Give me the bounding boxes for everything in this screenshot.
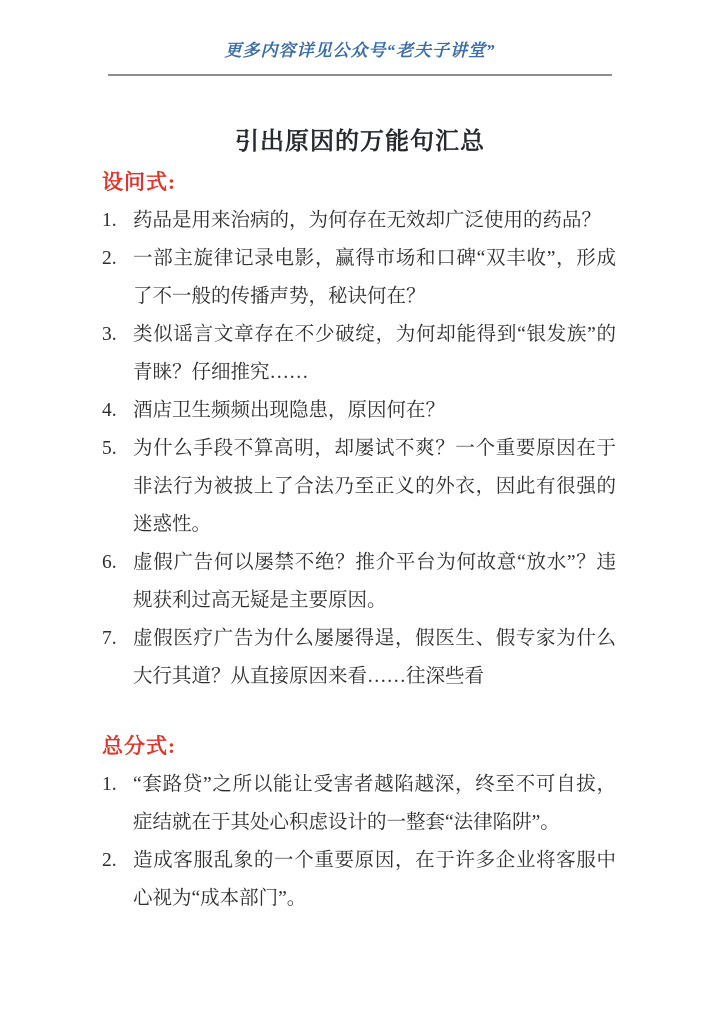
list-item-text: 为什么手段不算高明，却屡试不爽？一个重要原因在于非法行为被披上了合法乃至正义的外衣，因此有很强的迷惑性。 (133, 438, 616, 535)
list-item-text: 类似谣言文章存在不少破绽，为何却能得到“银发族”的青睐？仔细推究…… (133, 324, 616, 383)
list-item-text: 药品是用来治病的，为何存在无效却广泛使用的药品？ (133, 210, 602, 231)
list-item-text: 一部主旋律记录电影，赢得市场和口碑“双丰收”，形成了不一般的传播声势，秘诀何在？ (133, 248, 616, 307)
list-item (102, 202, 616, 240)
section-question-style (102, 168, 616, 696)
header-text: 更多内容详见公众号“老夫子讲堂” (224, 41, 496, 60)
general-specific-style-list (102, 766, 616, 918)
list-item (102, 240, 616, 316)
list-item (102, 316, 616, 392)
header-divider (108, 74, 612, 76)
list-item-text: 造成客服乱象的一个重要原因，在于许多企业将客服中心视为“成本部门”。 (133, 850, 616, 909)
list-item-number: 2. (102, 850, 117, 871)
list-item-text: “套路贷”之所以能让受害者越陷越深，终至不可自拔，症结就在于其处心积虑设计的一整套“法律陷阱”。 (133, 774, 616, 833)
list-item-number: 1. (102, 774, 117, 795)
page-header (0, 40, 720, 63)
section-general-specific-style (102, 732, 616, 918)
section-heading-question-style: 设问式: (102, 170, 176, 194)
list-item-text: 虚假医疗广告为什么屡屡得逞，假医生、假专家为什么大行其道？从直接原因来看……往深些看 (133, 628, 616, 687)
list-item (102, 544, 616, 620)
list-item-number: 7. (102, 628, 117, 649)
section-heading-general-specific-style: 总分式: (102, 734, 176, 758)
list-item-number: 1. (102, 210, 117, 231)
list-item-number: 5. (102, 438, 117, 459)
page-title: 引出原因的万能句汇总 (235, 129, 485, 155)
list-item (102, 620, 616, 696)
question-style-list (102, 202, 616, 696)
list-item-number: 4. (102, 400, 117, 421)
list-item-number: 6. (102, 552, 117, 573)
list-item-text: 酒店卫生频频出现隐患，原因何在？ (133, 400, 446, 421)
list-item (102, 430, 616, 544)
list-item (102, 842, 616, 918)
list-item-number: 3. (102, 324, 117, 345)
list-item (102, 392, 616, 430)
list-item (102, 766, 616, 842)
list-item-number: 2. (102, 248, 117, 269)
list-item-text: 虚假广告何以屡禁不绝？推介平台为何故意“放水”？违规获利过高无疑是主要原因。 (133, 552, 616, 611)
